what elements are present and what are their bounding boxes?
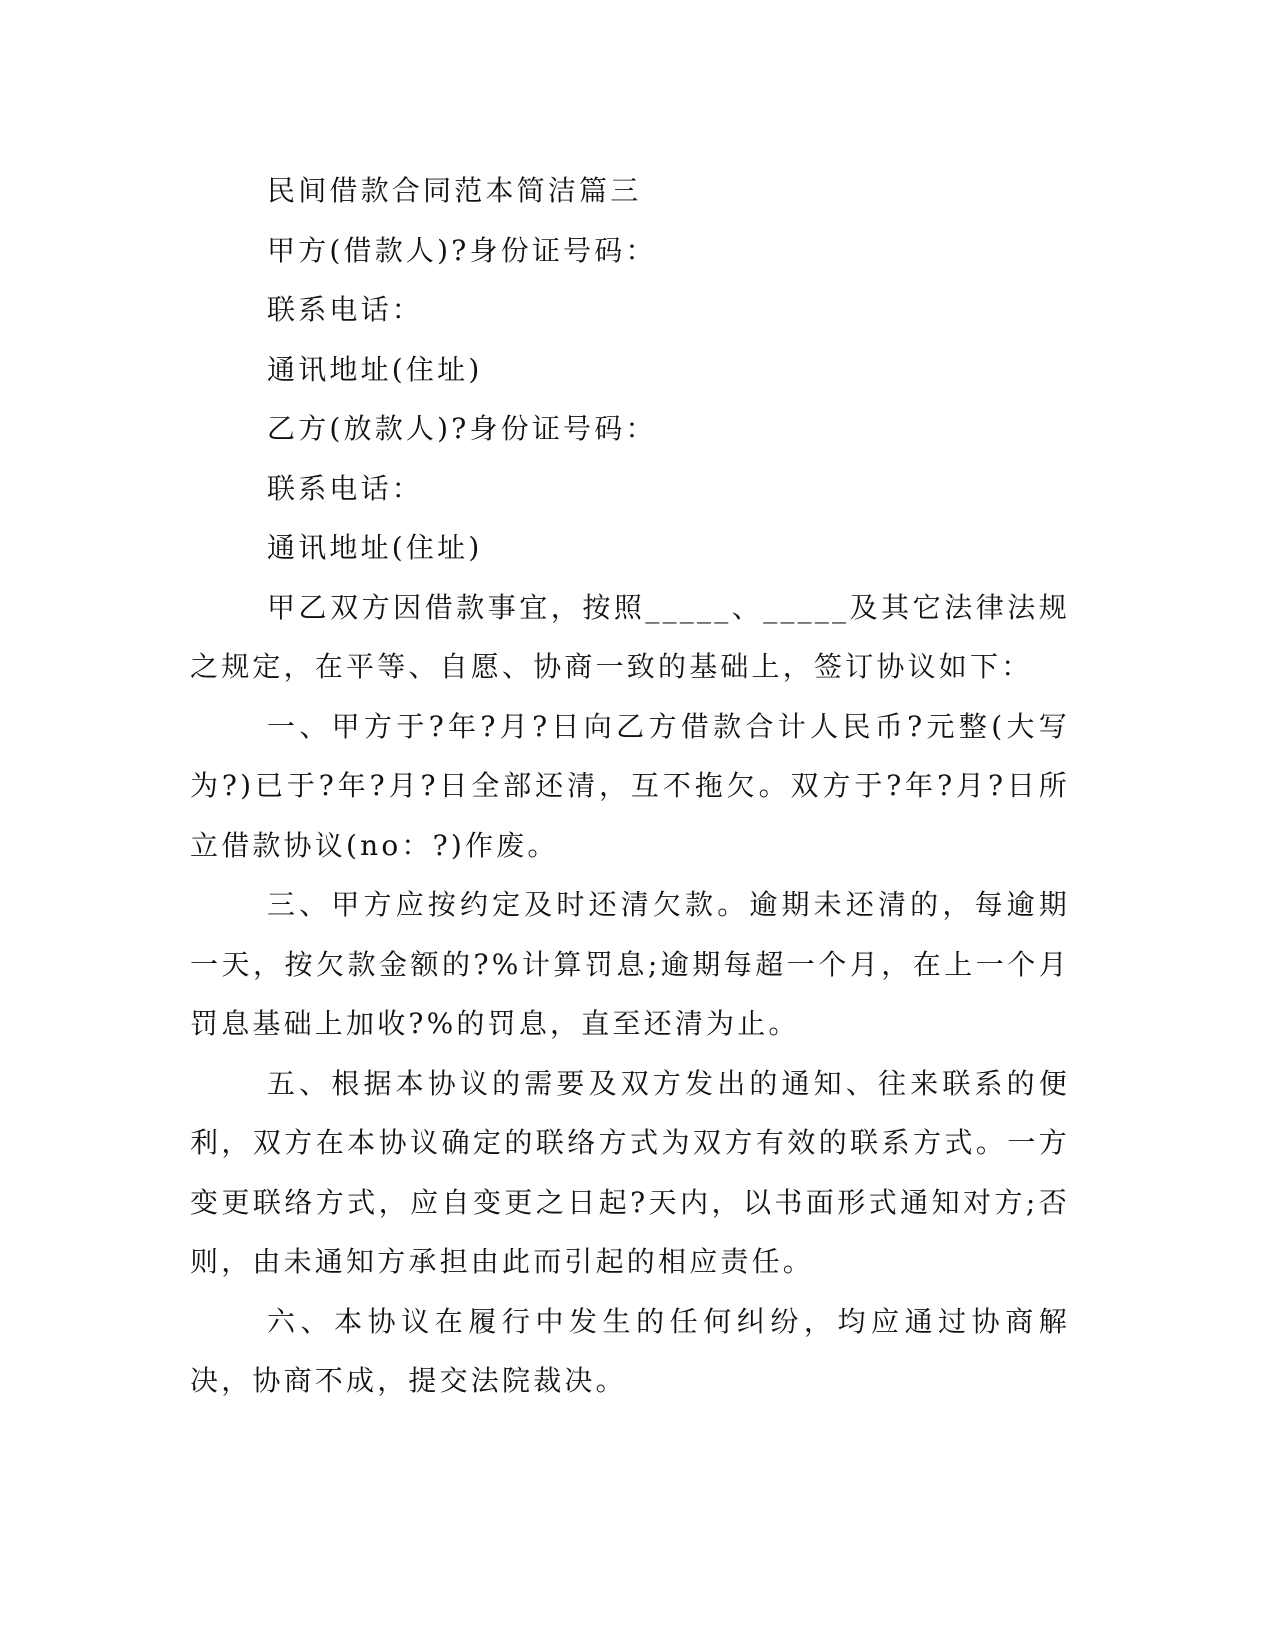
document-body xyxy=(190,161,1070,1411)
party-a-phone-line: 联系电话： xyxy=(267,293,424,326)
document-title: 民间借款合同范本简洁篇三 xyxy=(267,174,642,207)
clause-5-paragraph: 五、根据本协议的需要及双方发出的通知、往来联系的便利，双方在本协议确定的联络方式为双方有效的联系方式。一方变更联络方式，应自变更之日起?天内，以书面形式通知对方;否则，由未通知方承担由此而引起的相应责任。 xyxy=(190,1066,1070,1278)
clause-6-paragraph: 六、本协议在履行中发生的任何纠纷，均应通过协商解决，协商不成，提交法院裁决。 xyxy=(190,1304,1070,1397)
party-b-id-line: 乙方(放款人)?身份证号码： xyxy=(267,412,657,445)
clause-1-paragraph: 一、甲方于?年?月?日向乙方借款合计人民币?元整(大写为?)已于?年?月?日全部还清，互不拖欠。双方于?年?月?日所立借款协议(no：?)作废。 xyxy=(190,709,1070,862)
party-a-id-line: 甲方(借款人)?身份证号码： xyxy=(267,233,657,267)
party-b-address-line: 通讯地址(住址) xyxy=(267,531,483,564)
preamble-paragraph: 甲乙双方因借款事宜，按照_____、_____及其它法律法规之规定，在平等、自愿、协商一致的基础上，签订协议如下： xyxy=(190,590,1070,683)
party-b-phone-line: 联系电话： xyxy=(267,471,424,505)
party-a-address-line: 通讯地址(住址) xyxy=(267,352,483,386)
clause-3-paragraph: 三、甲方应按约定及时还清欠款。逾期未还清的，每逾期一天，按欠款金额的?%计算罚息;逾期每超一个月，在上一个月罚息基础上加收?%的罚息，直至还清为止。 xyxy=(190,888,1070,1040)
